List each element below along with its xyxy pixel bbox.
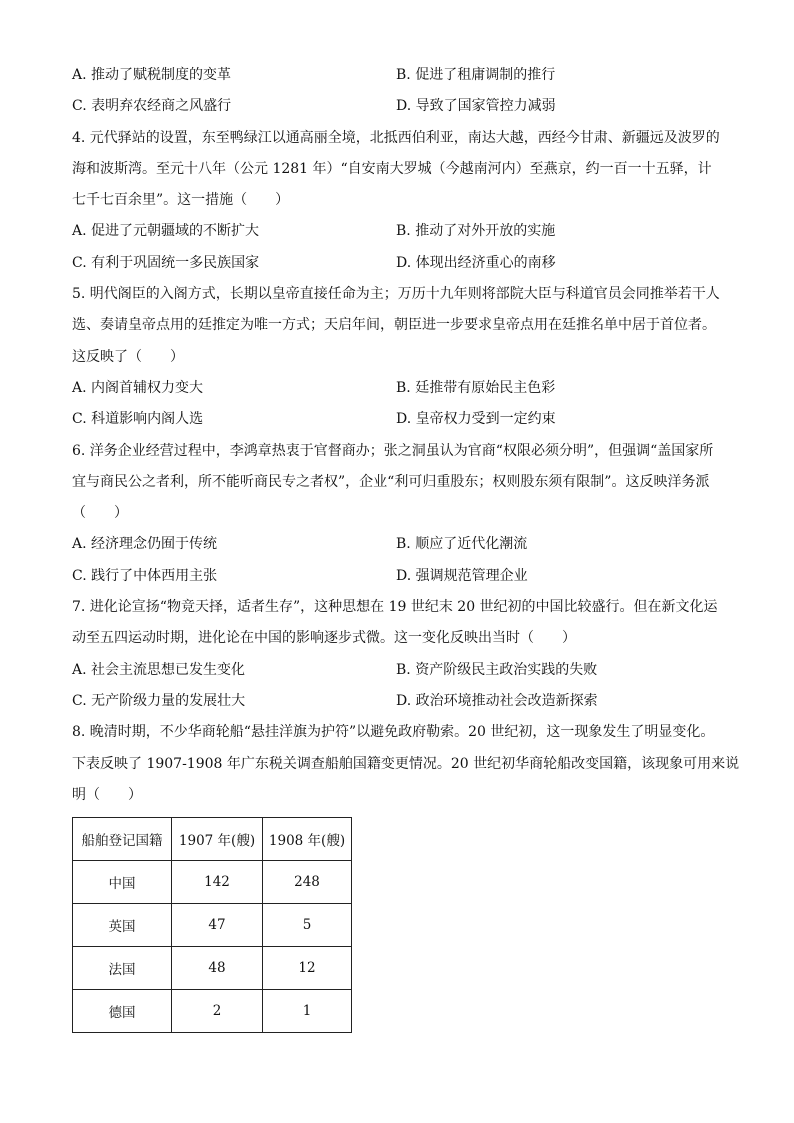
question-5	[72, 279, 740, 435]
q3-option-a[interactable]: A. 推动了赋税制度的变革	[72, 67, 232, 83]
table-cell: 47	[172, 904, 263, 947]
options-row	[72, 686, 740, 717]
q5-option-c[interactable]: C. 科道影响内阁人选	[72, 411, 204, 428]
q6-option-b[interactable]: B. 顺应了近代化潮流	[396, 536, 528, 553]
q7-option-a[interactable]: A. 社会主流思想已发生变化	[72, 661, 246, 678]
q7-option-d[interactable]: D. 政治环境推动社会改造新探索	[396, 692, 598, 709]
q6-option-a[interactable]: A. 经济理念仍囿于传统	[72, 536, 218, 553]
question-stem: （ ）	[72, 505, 128, 522]
question-stem: 七千七百余里”。这一措施（ ）	[72, 192, 290, 209]
table-cell: 英国	[73, 904, 172, 947]
table-cell: 142	[172, 861, 263, 904]
question-7	[72, 592, 740, 717]
q3-option-c[interactable]: C. 表明弃农经商之风盛行	[72, 98, 232, 115]
options-row	[72, 561, 740, 592]
options-row	[72, 60, 740, 91]
options-row	[72, 529, 740, 560]
table-row	[73, 990, 352, 1033]
question-stem: 4. 元代驿站的设置，东至鸭绿江以通高丽全境，北抵西伯利亚，南达大越，西经今甘肃、新疆远及波罗的	[72, 129, 720, 146]
q4-option-b[interactable]: B. 推动了对外开放的实施	[396, 223, 556, 240]
q3-option-d[interactable]: D. 导致了国家管控力减弱	[396, 98, 556, 115]
q7-option-b[interactable]: B. 资产阶级民主政治实践的失败	[396, 661, 598, 678]
question-4	[72, 123, 740, 279]
table-cell: 12	[263, 947, 352, 990]
question-stem: 选、奏请皇帝点用的廷推定为唯一方式；天启年间，朝臣进一步要求皇帝点用在廷推名单中居于首位者。	[72, 317, 716, 334]
question-stem: 下表反映了 1907-1908 年广东税关调查船舶国籍变更情况。20 世纪初华商轮船改变国籍，该现象可用来说	[72, 755, 740, 772]
question-stem: 宜与商民公之者利，所不能听商民专之者权”，企业“利可归重股东；权则股东须有限制”。这反映洋务派	[72, 473, 710, 490]
table-cell: 德国	[73, 990, 172, 1033]
table-row	[73, 861, 352, 904]
options-row	[72, 91, 740, 122]
q6-option-c[interactable]: C. 践行了中体西用主张	[72, 567, 218, 584]
q7-option-c[interactable]: C. 无产阶级力量的发展壮大	[72, 692, 246, 709]
table-cell: 中国	[73, 861, 172, 904]
question-stem: 明（ ）	[72, 786, 142, 803]
table-cell: 法国	[73, 947, 172, 990]
question-stem: 海和波斯湾。至元十八年（公元 1281 年）“自安南大罗城（今越南河内）至燕京，约一百一十五驿，计	[72, 160, 712, 177]
table-cell: 48	[172, 947, 263, 990]
question-8	[72, 717, 740, 1033]
q4-option-a[interactable]: A. 促进了元朝疆域的不断扩大	[72, 223, 260, 240]
options-row	[72, 373, 740, 404]
question-stem: 6. 洋务企业经营过程中，李鸿章热衷于官督商办；张之洞虽认为官商“权限必须分明”，但强调“盖国家所	[72, 442, 714, 459]
table-row	[73, 947, 352, 990]
table-header-row	[73, 818, 352, 861]
ship-registry-table	[72, 817, 352, 1033]
options-row	[72, 248, 740, 279]
table-cell: 248	[263, 861, 352, 904]
table-row	[73, 904, 352, 947]
q4-option-d[interactable]: D. 体现出经济重心的南移	[396, 254, 556, 271]
table-header-cell: 1907 年(艘)	[172, 818, 263, 861]
q4-option-c[interactable]: C. 有利于巩固统一多民族国家	[72, 254, 260, 271]
exam-page	[72, 60, 740, 1033]
options-row	[72, 655, 740, 686]
q5-option-a[interactable]: A. 内阁首辅权力变大	[72, 379, 204, 396]
q5-option-b[interactable]: B. 廷推带有原始民主色彩	[396, 379, 556, 396]
table-header-cell: 1908 年(艘)	[263, 818, 352, 861]
table-cell: 5	[263, 904, 352, 947]
question-3	[72, 60, 740, 123]
options-row	[72, 404, 740, 435]
table-header-cell: 船舶登记国籍	[73, 818, 172, 861]
q3-option-b[interactable]: B. 促进了租庸调制的推行	[396, 67, 556, 83]
question-stem: 这反映了（ ）	[72, 348, 184, 365]
q6-option-d[interactable]: D. 强调规范管理企业	[396, 567, 528, 584]
q5-option-d[interactable]: D. 皇帝权力受到一定约束	[396, 411, 556, 428]
options-row	[72, 216, 740, 247]
question-6	[72, 436, 740, 592]
question-stem: 7. 进化论宣扬“物竞天择，适者生存”，这种思想在 19 世纪末 20 世纪初的中国比较盛行。但在新文化运	[72, 599, 718, 616]
question-stem: 8. 晚清时期，不少华商轮船“悬挂洋旗为护符”以避免政府勒索。20 世纪初，这一现象发生了明显变化。	[72, 724, 715, 741]
table-cell: 2	[172, 990, 263, 1033]
question-stem: 5. 明代阁臣的入阁方式，长期以皇帝直接任命为主；万历十九年则将部院大臣与科道官员会同推举若干人	[72, 286, 720, 303]
table-cell: 1	[263, 990, 352, 1033]
question-stem: 动至五四运动时期，进化论在中国的影响逐步式微。这一变化反映出当时（ ）	[72, 630, 576, 647]
